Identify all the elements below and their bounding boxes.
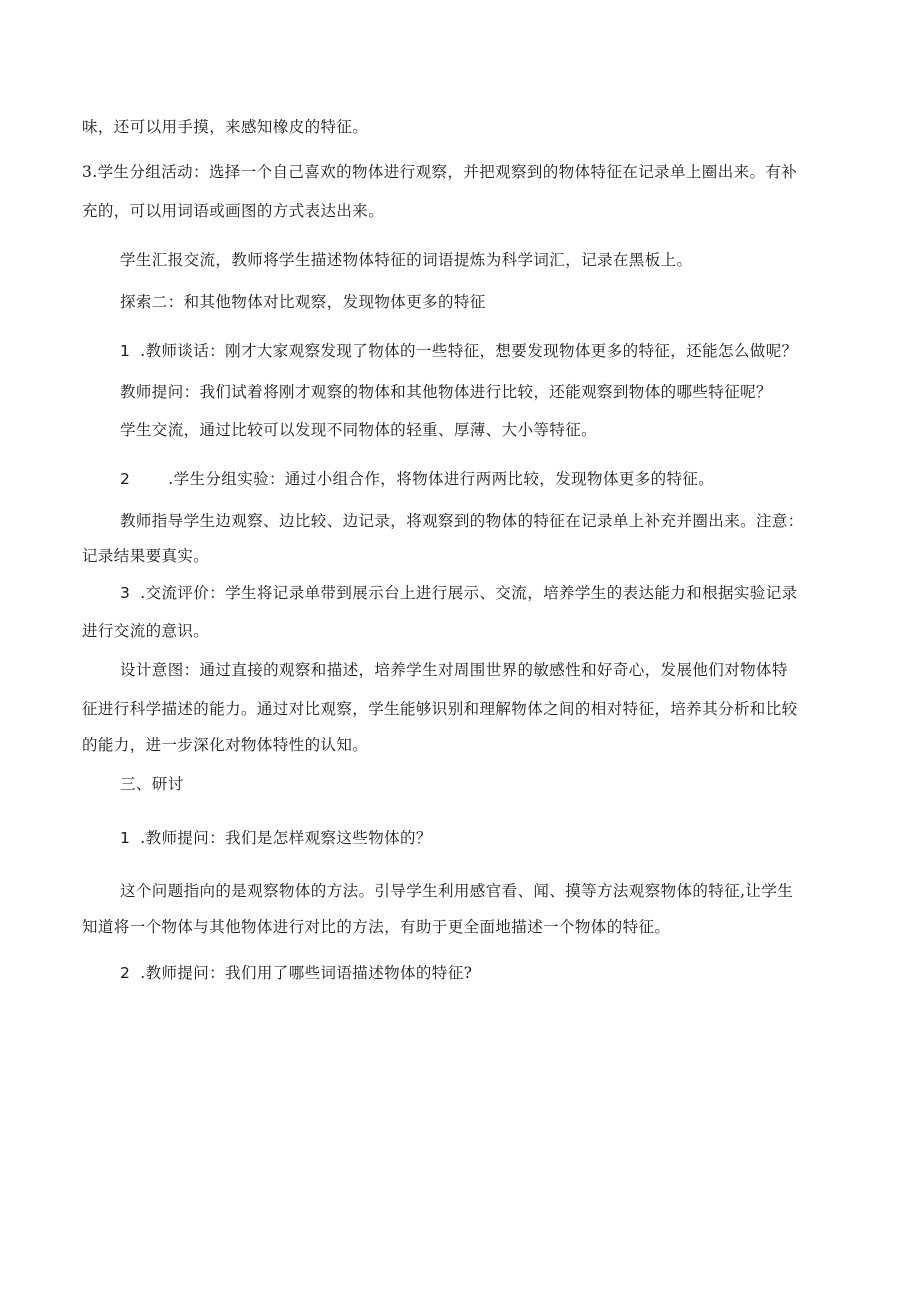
paragraph-line: 学生汇报交流，教师将学生描述物体特征的词语提炼为科学词汇，记录在黑板上。 xyxy=(120,251,693,269)
section-heading: 三、研讨 xyxy=(120,775,184,793)
paragraph-line: 这个问题指向的是观察物体的方法。引导学生利用感官看、闻、摸等方法观察物体的特征,让学生 xyxy=(120,882,794,900)
numbered-item: 2 .学生分组实验：通过小组合作，将物体进行两两比较，发现物体更多的特征。 xyxy=(120,470,715,488)
paragraph-line: 设计意图：通过直接的观察和描述，培养学生对周围世界的敏感性和好奇心，发展他们对物体特 xyxy=(120,661,788,679)
paragraph-line: 教师提问：我们试着将刚才观察的物体和其他物体进行比较，还能观察到物体的哪些特征呢？ xyxy=(120,383,772,401)
item-number: 1 xyxy=(120,829,131,847)
paragraph-line: 3.学生分组活动：选择一个自己喜欢的物体进行观察，并把观察到的物体特征在记录单上圈出来。有补 xyxy=(82,163,798,181)
paragraph-line: 味，还可以用手摸，来感知橡皮的特征。 xyxy=(82,118,369,136)
item-number: 1 xyxy=(120,342,131,360)
paragraph-line: 知道将一个物体与其他物体进行对比的方法，有助于更全面地描述一个物体的特征。 xyxy=(82,918,671,936)
paragraph-line: 教师指导学生边观察、边比较、边记录，将观察到的物体的特征在记录单上补充并圈出来。注意： xyxy=(120,512,804,530)
paragraph-line: 进行交流的意识。 xyxy=(82,622,210,640)
section-heading: 探索二：和其他物体对比观察，发现物体更多的特征 xyxy=(120,293,486,311)
numbered-item: 2 .教师提问：我们用了哪些词语描述物体的特征? xyxy=(120,964,473,982)
item-number: 3 xyxy=(120,584,131,602)
paragraph-line: 征进行科学描述的能力。通过对比观察，学生能够识别和理解物体之间的相对特征，培养其分析和比较 xyxy=(82,700,798,718)
numbered-item: 3 .交流评价：学生将记录单带到展示台上进行展示、交流，培养学生的表达能力和根据实验记录 xyxy=(120,584,798,602)
paragraph-line: 记录结果要真实。 xyxy=(82,547,210,565)
paragraph-line: 学生交流，通过比较可以发现不同物体的轻重、厚薄、大小等特征。 xyxy=(120,421,598,439)
item-number: 2 xyxy=(120,964,131,982)
numbered-item: 1 .教师谈话：刚才大家观察发现了物体的一些特征，想要发现物体更多的特征，还能怎么做呢？ xyxy=(120,342,798,360)
paragraph-line: 的能力，进一步深化对物体特性的认知。 xyxy=(82,736,369,754)
numbered-item: 1 .教师提问：我们是怎样观察这些物体的？ xyxy=(120,829,432,847)
item-number: 2 xyxy=(120,470,131,488)
paragraph-line: 充的，可以用词语或画图的方式表达出来。 xyxy=(82,202,385,220)
